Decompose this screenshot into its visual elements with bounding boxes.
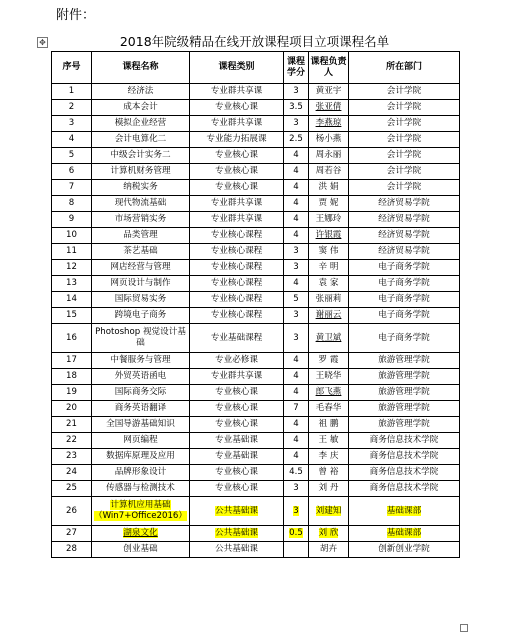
cell-category: 专业核心课: [190, 148, 284, 164]
table-row: [52, 292, 460, 308]
cell-dept: 经济贸易学院: [349, 228, 460, 244]
cell-credits: [284, 526, 309, 542]
cell-category: 专业群共享课: [190, 84, 284, 100]
cell-dept: 会计学院: [349, 180, 460, 196]
table-row: [52, 228, 460, 244]
cell-no: 7: [52, 180, 92, 196]
cell-credits: 3: [284, 84, 309, 100]
cell-category: 专业核心课程: [190, 228, 284, 244]
cell-name: 品类管理: [92, 228, 190, 244]
cell-dept: 旅游管理学院: [349, 353, 460, 369]
table-row: [52, 164, 460, 180]
table-row: [52, 369, 460, 385]
cell-name: 国际商务交际: [92, 385, 190, 401]
cell-name: 中级会计实务二: [92, 148, 190, 164]
table-row: [52, 433, 460, 449]
cell-lead: 祖 鹏: [309, 417, 349, 433]
table-row: [52, 148, 460, 164]
cell-category: 专业核心课程: [190, 308, 284, 324]
cell-category: 专业必修课: [190, 353, 284, 369]
cell-category: 公共基础课: [190, 542, 284, 558]
table-row: [52, 308, 460, 324]
cell-no: 22: [52, 433, 92, 449]
table-row: [52, 324, 460, 353]
cell-credits: 4: [284, 369, 309, 385]
cell-credits: 3: [284, 116, 309, 132]
cell-no: 13: [52, 276, 92, 292]
highlighted-text: 基础课部: [386, 528, 422, 538]
cell-dept: [349, 497, 460, 526]
cell-no: 15: [52, 308, 92, 324]
cell-credits: [284, 542, 309, 558]
cell-dept: 商务信息技术学院: [349, 481, 460, 497]
cell-no: 10: [52, 228, 92, 244]
cell-name: 数据库原理及应用: [92, 449, 190, 465]
cell-category: 专业群共享课: [190, 369, 284, 385]
cell-lead: 胡卉: [309, 542, 349, 558]
cell-dept: 旅游管理学院: [349, 417, 460, 433]
highlighted-text: 公共基础课: [215, 528, 258, 538]
cell-no: 19: [52, 385, 92, 401]
cell-category: 专业核心课: [190, 465, 284, 481]
cell-credits: 4: [284, 417, 309, 433]
cell-credits: 3: [284, 260, 309, 276]
cell-category: 专业核心课: [190, 401, 284, 417]
cell-lead: 罗 霞: [309, 353, 349, 369]
table-row: [52, 100, 460, 116]
cell-dept: 电子商务学院: [349, 292, 460, 308]
table-row: [52, 84, 460, 100]
cell-category: [190, 526, 284, 542]
table-row: [52, 180, 460, 196]
cell-name: 网页编程: [92, 433, 190, 449]
cell-dept: 会计学院: [349, 84, 460, 100]
cell-name: 会计电算化二: [92, 132, 190, 148]
cell-category: 专业基础课: [190, 433, 284, 449]
cell-lead: 王晓华: [309, 369, 349, 385]
cell-credits: 4: [284, 449, 309, 465]
cell-dept: [349, 526, 460, 542]
cell-lead: [309, 497, 349, 526]
cell-credits: 4: [284, 228, 309, 244]
cell-dept: 旅游管理学院: [349, 385, 460, 401]
cell-category: [190, 497, 284, 526]
cell-name: 市场营销实务: [92, 212, 190, 228]
cell-name: 中餐服务与管理: [92, 353, 190, 369]
cell-credits: 4: [284, 180, 309, 196]
attachment-label: 附件：: [56, 8, 96, 23]
table-row: [52, 212, 460, 228]
highlighted-text: 基础课部: [386, 505, 422, 516]
cell-name: Photoshop 视觉设计基础: [92, 324, 190, 353]
cell-dept: 会计学院: [349, 116, 460, 132]
cell-credits: 5: [284, 292, 309, 308]
cell-credits: [284, 497, 309, 526]
cell-lead: 谢丽云: [309, 308, 349, 324]
cell-credits: 4.5: [284, 465, 309, 481]
table-row: [52, 449, 460, 465]
table-row: [52, 276, 460, 292]
cell-lead: 王 敏: [309, 433, 349, 449]
cell-credits: 3: [284, 244, 309, 260]
cell-dept: 会计学院: [349, 164, 460, 180]
cell-credits: 4: [284, 148, 309, 164]
cell-name: 品牌形象设计: [92, 465, 190, 481]
cell-name: [92, 497, 190, 526]
cell-dept: 经济贸易学院: [349, 244, 460, 260]
highlighted-text: 刘建知: [315, 505, 342, 516]
header-credits: 课程学分: [284, 52, 309, 84]
cell-category: 专业基础课程: [190, 324, 284, 353]
cell-category: 专业核心课: [190, 385, 284, 401]
cell-name: 计算机财务管理: [92, 164, 190, 180]
cell-name: 国际贸易实务: [92, 292, 190, 308]
cell-dept: 创新创业学院: [349, 542, 460, 558]
highlighted-text: 公共基础课: [215, 505, 258, 516]
cell-no: 4: [52, 132, 92, 148]
cell-name: 纳税实务: [92, 180, 190, 196]
cell-credits: 7: [284, 401, 309, 417]
table-row: [52, 542, 460, 558]
cell-name: 模拟企业经营: [92, 116, 190, 132]
cell-dept: 电子商务学院: [349, 324, 460, 353]
header-category: 课程类别: [190, 52, 284, 84]
cell-lead: 张丽莉: [309, 292, 349, 308]
cell-category: 专业群共享课: [190, 116, 284, 132]
cell-lead: 李燕琼: [309, 116, 349, 132]
cell-dept: 会计学院: [349, 132, 460, 148]
cell-category: 专业核心课: [190, 180, 284, 196]
cell-credits: 3: [284, 324, 309, 353]
cell-dept: 电子商务学院: [349, 308, 460, 324]
cell-no: 27: [52, 526, 92, 542]
cell-no: 17: [52, 353, 92, 369]
cell-lead: 毛春华: [309, 401, 349, 417]
cell-lead: 黄亚宇: [309, 84, 349, 100]
cell-credits: 2.5: [284, 132, 309, 148]
cell-dept: 电子商务学院: [349, 276, 460, 292]
table-row: [52, 260, 460, 276]
cell-name: 跨境电子商务: [92, 308, 190, 324]
table-row: [52, 401, 460, 417]
cell-lead: [309, 526, 349, 542]
cell-credits: 4: [284, 276, 309, 292]
cell-category: 专业核心课: [190, 100, 284, 116]
cell-no: 23: [52, 449, 92, 465]
cell-category: 专业核心课程: [190, 244, 284, 260]
cell-credits: 4: [284, 433, 309, 449]
highlighted-text: 0.5: [289, 528, 303, 538]
course-table: [51, 51, 460, 558]
table-move-handle-icon[interactable]: ✥: [37, 37, 48, 48]
table-row: [52, 116, 460, 132]
table-row: [52, 132, 460, 148]
cell-lead: 洪 娟: [309, 180, 349, 196]
cell-lead: 黄卫斌: [309, 324, 349, 353]
cell-category: 专业群共享课: [190, 196, 284, 212]
table-row: [52, 481, 460, 497]
cell-no: 6: [52, 164, 92, 180]
cell-no: 1: [52, 84, 92, 100]
cell-no: 5: [52, 148, 92, 164]
cell-dept: 商务信息技术学院: [349, 465, 460, 481]
cell-credits: 4: [284, 212, 309, 228]
cell-no: 18: [52, 369, 92, 385]
cell-lead: 刘 丹: [309, 481, 349, 497]
cell-category: 专业核心课程: [190, 276, 284, 292]
table-row: [52, 526, 460, 542]
cell-lead: 许银霞: [309, 228, 349, 244]
cell-name: 网店经营与管理: [92, 260, 190, 276]
cell-dept: 旅游管理学院: [349, 401, 460, 417]
cell-no: 2: [52, 100, 92, 116]
cell-dept: 商务信息技术学院: [349, 449, 460, 465]
table-row: [52, 497, 460, 526]
cell-no: 21: [52, 417, 92, 433]
cell-credits: 3: [284, 308, 309, 324]
cell-no: 26: [52, 497, 92, 526]
cell-category: 专业核心课: [190, 164, 284, 180]
cell-name: 网页设计与制作: [92, 276, 190, 292]
cell-no: 14: [52, 292, 92, 308]
document-title: 2018年院级精品在线开放课程项目立项课程名单: [119, 34, 390, 49]
cell-name: [92, 526, 190, 542]
cell-dept: 会计学院: [349, 148, 460, 164]
cell-no: 28: [52, 542, 92, 558]
header-dept: 所在部门: [349, 52, 460, 84]
table-row: [52, 196, 460, 212]
cell-lead: 杨小燕: [309, 132, 349, 148]
header-lead: 课程负责人: [309, 52, 349, 84]
cell-lead: 周永丽: [309, 148, 349, 164]
cell-dept: 会计学院: [349, 100, 460, 116]
cell-no: 11: [52, 244, 92, 260]
cell-category: 专业核心课: [190, 481, 284, 497]
header-no: 序号: [52, 52, 92, 84]
cell-credits: 3.5: [284, 100, 309, 116]
cell-name: 现代物流基础: [92, 196, 190, 212]
cell-name: 经济法: [92, 84, 190, 100]
cell-lead: 李 庆: [309, 449, 349, 465]
table-row: [52, 244, 460, 260]
cell-category: 专业核心课程: [190, 260, 284, 276]
cell-no: 25: [52, 481, 92, 497]
cell-credits: 4: [284, 164, 309, 180]
cell-category: 专业核心课程: [190, 292, 284, 308]
cell-no: 3: [52, 116, 92, 132]
highlighted-text: 刘 欣: [318, 528, 339, 538]
cell-dept: 商务信息技术学院: [349, 433, 460, 449]
cell-category: 专业群共享课: [190, 212, 284, 228]
highlighted-text: 3: [293, 505, 299, 516]
cell-name: 成本会计: [92, 100, 190, 116]
cell-no: 16: [52, 324, 92, 353]
cell-credits: 3: [284, 481, 309, 497]
cell-lead: 辛 明: [309, 260, 349, 276]
cell-name: 创业基础: [92, 542, 190, 558]
cell-no: 20: [52, 401, 92, 417]
cell-name: 茶艺基础: [92, 244, 190, 260]
cell-lead: 窦 伟: [309, 244, 349, 260]
cell-no: 12: [52, 260, 92, 276]
cell-dept: 旅游管理学院: [349, 369, 460, 385]
cell-category: 专业能力拓展课: [190, 132, 284, 148]
cell-lead: 周若谷: [309, 164, 349, 180]
cell-dept: 经济贸易学院: [349, 212, 460, 228]
cell-credits: 4: [284, 196, 309, 212]
cell-name: 商务英语翻译: [92, 401, 190, 417]
cell-lead: 张亚倩: [309, 100, 349, 116]
table-row: [52, 417, 460, 433]
table-row: [52, 353, 460, 369]
cell-name: 外贸英语函电: [92, 369, 190, 385]
cell-lead: 王娜玲: [309, 212, 349, 228]
cell-credits: 4: [284, 353, 309, 369]
cell-no: 24: [52, 465, 92, 481]
cell-credits: 4: [284, 385, 309, 401]
cell-category: 专业基础课: [190, 449, 284, 465]
cell-category: 专业核心课: [190, 417, 284, 433]
cell-lead: 贾 妮: [309, 196, 349, 212]
cell-no: 8: [52, 196, 92, 212]
cell-lead: 袁 家: [309, 276, 349, 292]
table-resize-handle-icon[interactable]: [460, 624, 468, 632]
table-row: [52, 385, 460, 401]
highlighted-text: 湖泉文化: [123, 528, 158, 538]
table-row: [52, 465, 460, 481]
cell-dept: 电子商务学院: [349, 260, 460, 276]
cell-dept: 经济贸易学院: [349, 196, 460, 212]
header-name: 课程名称: [92, 52, 190, 84]
cell-lead: 曾 裕: [309, 465, 349, 481]
header-row: [52, 52, 460, 84]
cell-name: 全国导游基础知识: [92, 417, 190, 433]
cell-name: 传感器与检测技术: [92, 481, 190, 497]
cell-no: 9: [52, 212, 92, 228]
highlighted-text: 计算机应用基础（Win7+Office2016）: [94, 500, 187, 521]
cell-lead: 郎飞燕: [309, 385, 349, 401]
